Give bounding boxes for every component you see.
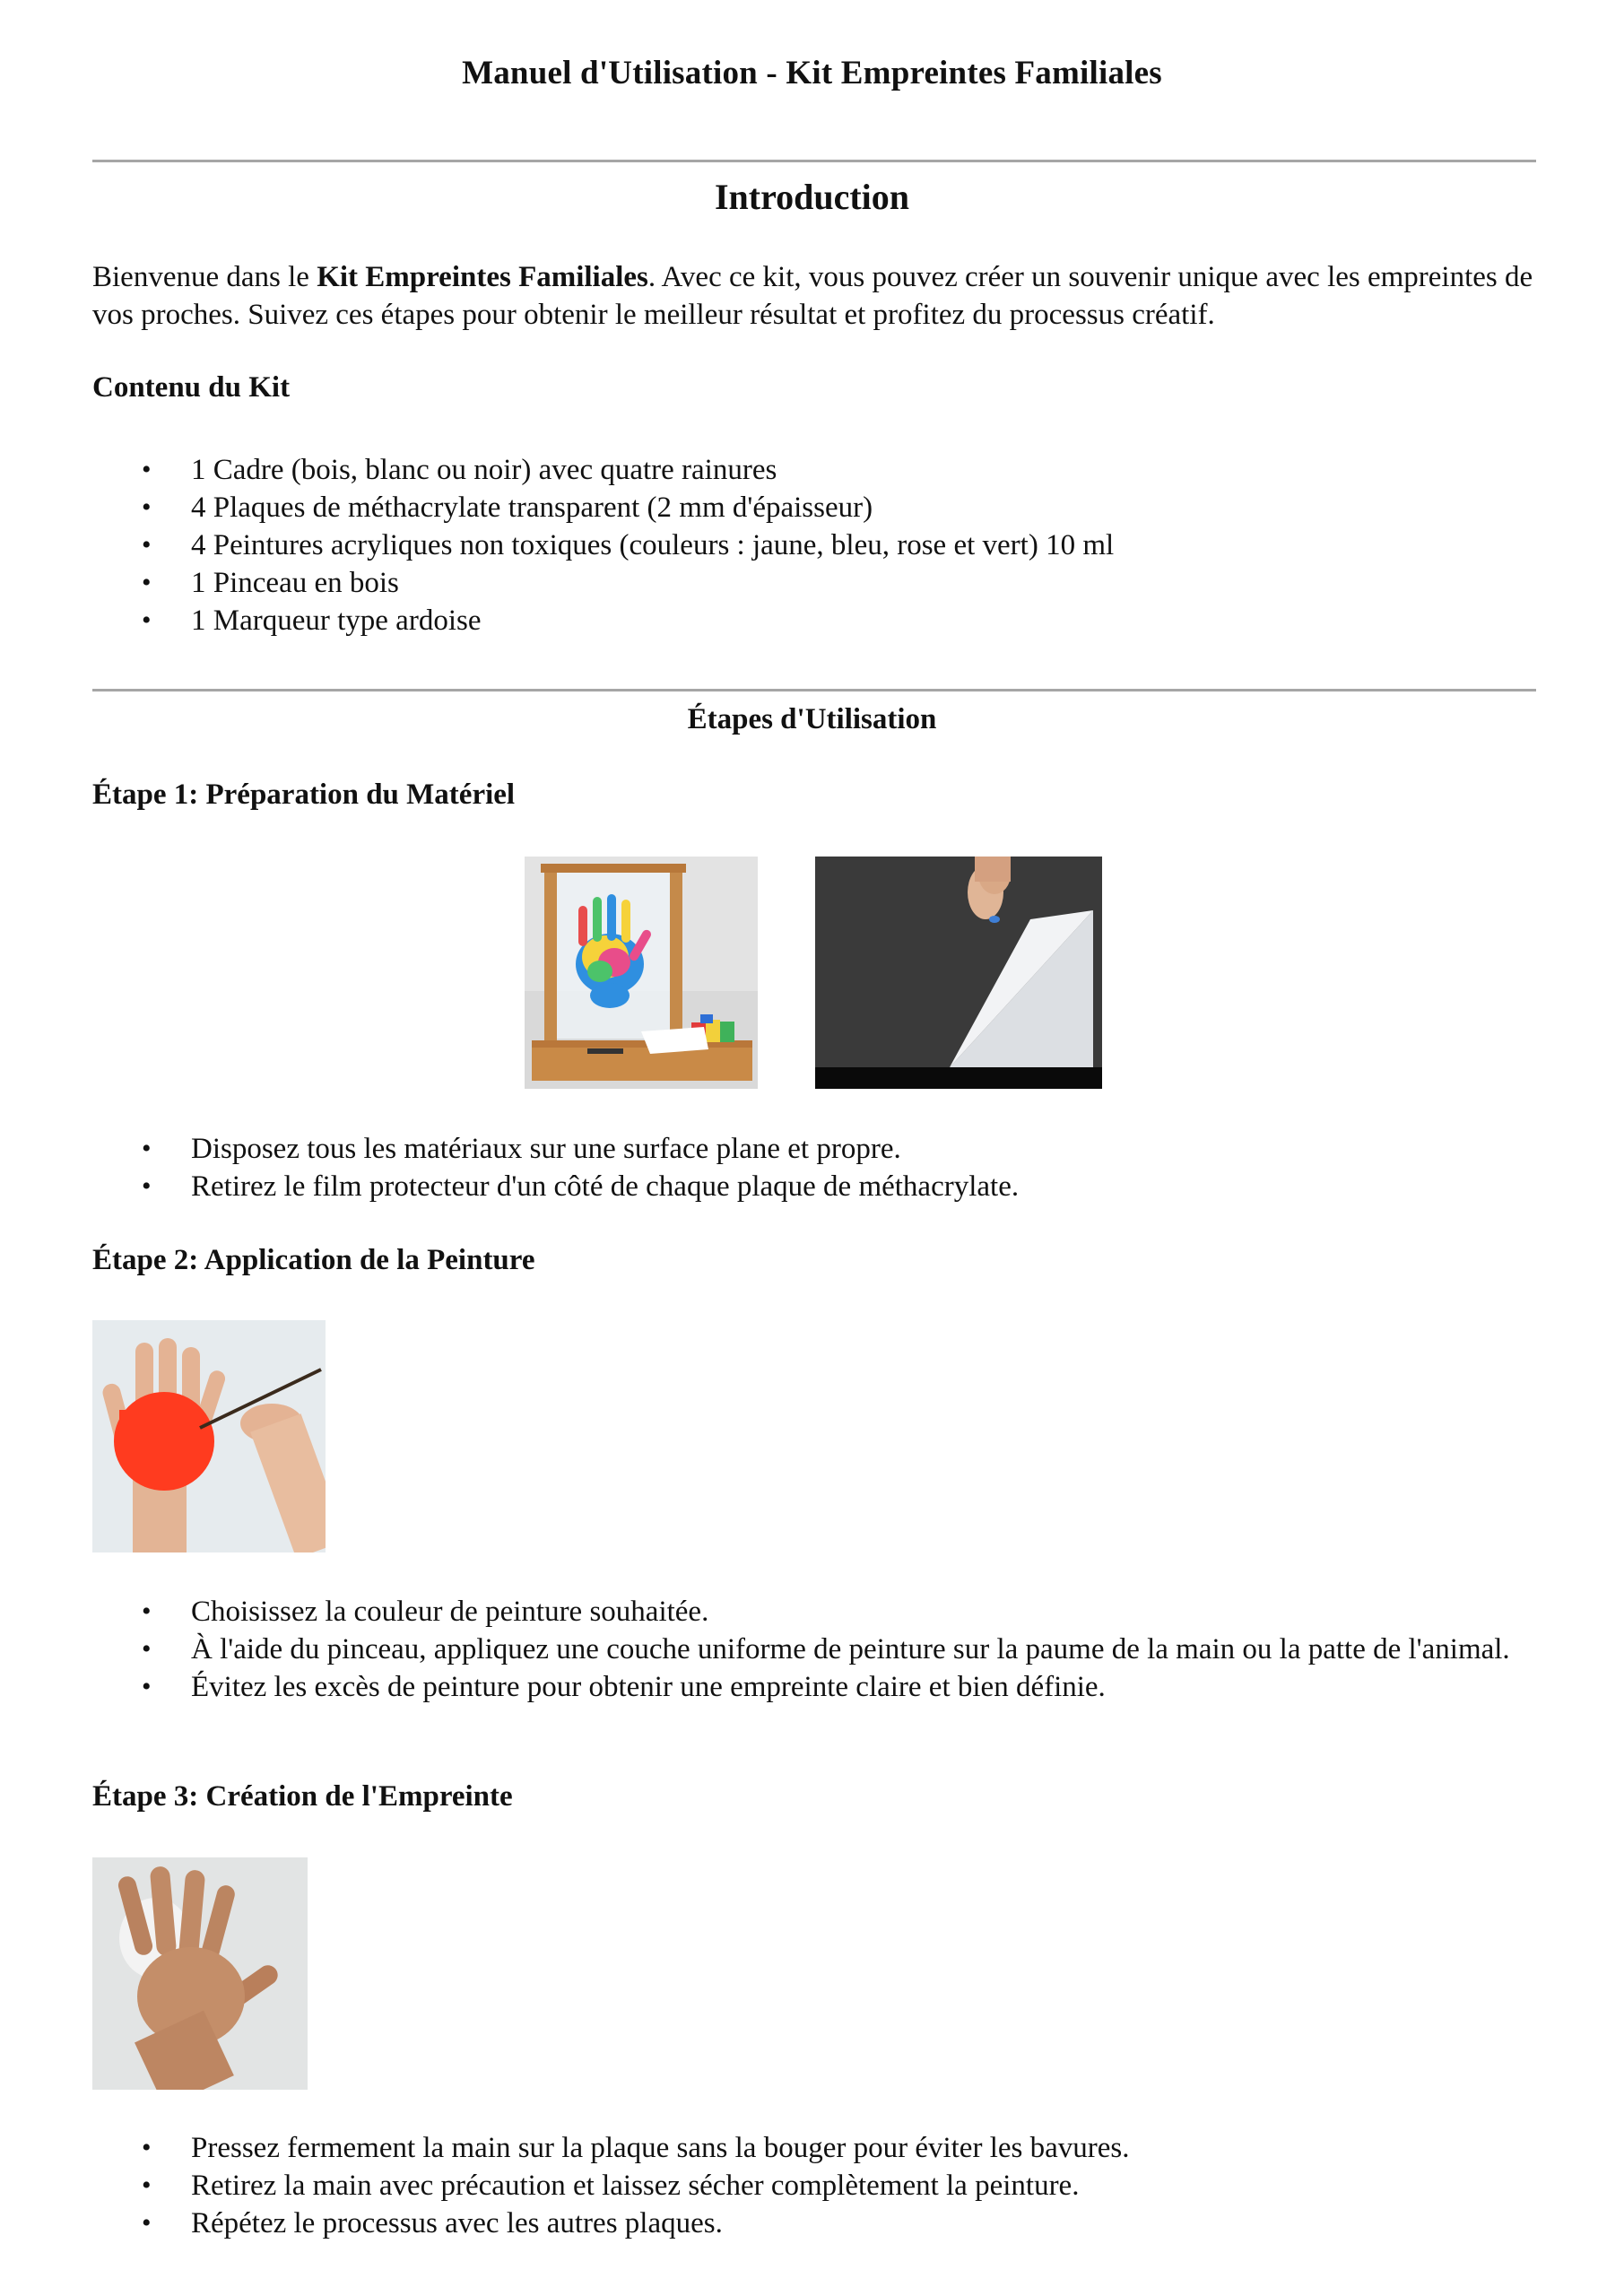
frame-handprint-image bbox=[525, 857, 758, 1089]
document-title: Manuel d'Utilisation - Kit Empreintes Familiales bbox=[462, 55, 1162, 91]
kit-name-bold: Kit Empreintes Familiales bbox=[317, 261, 648, 293]
step1-heading: Étape 1: Préparation du Matériel bbox=[92, 778, 516, 811]
list-item: • Choisissez la couleur de peinture souhaitée. bbox=[92, 1593, 1541, 1631]
step3-heading: Étape 3: Création de l'Empreinte bbox=[92, 1780, 513, 1813]
list-item: • Retirez le film protecteur d'un côté de chaque plaque de méthacrylate. bbox=[92, 1168, 1541, 1205]
step2-heading: Étape 2: Application de la Peinture bbox=[92, 1244, 535, 1276]
list-item: • Disposez tous les matériaux sur une surface plane et propre. bbox=[92, 1130, 1541, 1168]
list-item: • 4 Peintures acryliques non toxiques (couleurs : jaune, bleu, rose et vert) 10 ml bbox=[92, 526, 1541, 564]
etapes-heading: Étapes d'Utilisation bbox=[687, 703, 937, 735]
step1-list bbox=[92, 1130, 1541, 1205]
horizontal-divider bbox=[92, 689, 1536, 691]
list-item: • À l'aide du pinceau, appliquez une couche uniforme de peinture sur la paume de la main ou la patte de l'animal. bbox=[92, 1631, 1541, 1668]
horizontal-divider bbox=[92, 160, 1536, 162]
protective-film-image bbox=[815, 857, 1102, 1089]
step2-list bbox=[92, 1593, 1541, 1706]
intro-paragraph bbox=[92, 258, 1541, 334]
intro-text-end: . Avec ce kit, vous pouvez créer un souvenir unique avec les empreintes de vos proches. Suivez ces étapes pour obtenir le meilleur résultat et profitez du processus créatif. bbox=[92, 261, 1533, 331]
intro-text-start: Bienvenue dans le bbox=[92, 261, 317, 293]
list-item: • Répétez le processus avec les autres plaques. bbox=[92, 2205, 1541, 2242]
painted-hand-image bbox=[92, 1320, 326, 1552]
step3-list bbox=[92, 2129, 1541, 2242]
list-item: • Retirez la main avec précaution et laissez sécher complètement la peinture. bbox=[92, 2167, 1541, 2205]
contenu-heading: Contenu du Kit bbox=[92, 371, 291, 404]
list-item: • 1 Pinceau en bois bbox=[92, 564, 1541, 602]
intro-heading: Introduction bbox=[714, 177, 910, 217]
list-item: • 1 Marqueur type ardoise bbox=[92, 602, 1541, 639]
list-item: • Pressez fermement la main sur la plaque sans la bouger pour éviter les bavures. bbox=[92, 2129, 1541, 2167]
list-item: • 1 Cadre (bois, blanc ou noir) avec quatre rainures bbox=[92, 451, 1541, 489]
kit-contents-list bbox=[92, 451, 1541, 639]
list-item: • Évitez les excès de peinture pour obtenir une empreinte claire et bien définie. bbox=[92, 1668, 1541, 1706]
hand-press-image bbox=[92, 1857, 308, 2090]
list-item: • 4 Plaques de méthacrylate transparent (2 mm d'épaisseur) bbox=[92, 489, 1541, 526]
